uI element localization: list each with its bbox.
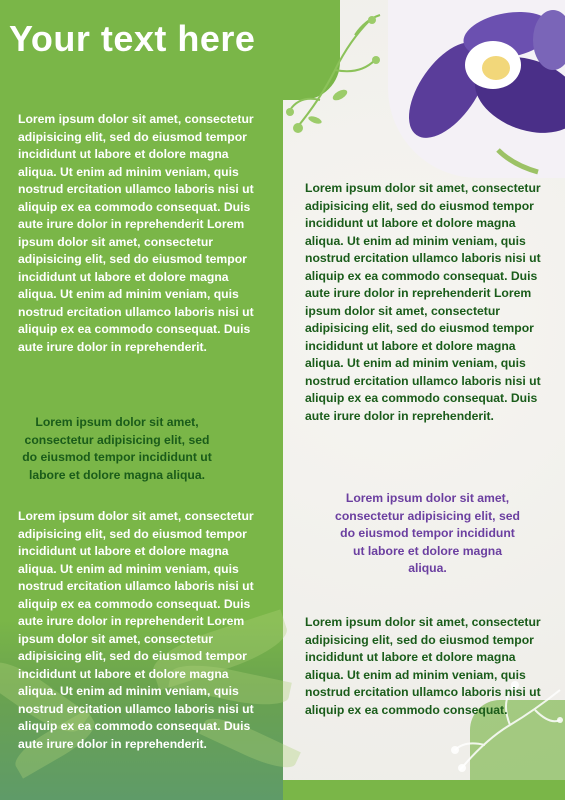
orchid-photo <box>388 0 565 178</box>
left-paragraph-2: Lorem ipsum dolor sit amet, consectetur adipisicing elit, sed do eiusmod tempor incididunt ut labore et dolore magna aliqua. Ut enim ad minim veniam, quis nostrud ercitation ullamco laboris nisi ut aliquip ex ea commodo consequat. Duis aute irure dolor in reprehenderit Lorem ipsum dolor sit amet, consectetur adipisicing elit, sed do eiusmod tempor incididunt ut labore et dolore magna aliqua. Ut enim ad minim veniam, quis nostrud ercitation ullamco laboris nisi ut aliquip ex ea commodo consequat. Duis aute irure dolor in reprehenderit. <box>18 509 254 751</box>
page-title: Your text here <box>9 18 256 59</box>
left-paragraph-1: Lorem ipsum dolor sit amet, consectetur adipisicing elit, sed do eiusmod tempor incididunt ut labore et dolore magna aliqua. Ut enim ad minim veniam, quis nostrud ercitation ullamco laboris nisi ut aliquip ex ea commodo consequat. Duis aute irure dolor in reprehenderit Lorem ipsum dolor sit amet, consectetur adipisicing elit, sed do eiusmod tempor incididunt ut labore et dolore magna aliqua. Ut enim ad minim veniam, quis nostrud ercitation ullamco laboris nisi ut aliquip ex ea commodo consequat. Duis aute irure dolor in reprehenderit. <box>18 112 254 354</box>
right-pull-quote: Lorem ipsum dolor sit amet, consectetur adipisicing elit, sed do eiusmod tempor incididunt ut labore et dolore magna aliqua. <box>335 491 520 575</box>
floral-ornament-top <box>280 0 390 140</box>
right-paragraph-1: Lorem ipsum dolor sit amet, consectetur adipisicing elit, sed do eiusmod tempor incididunt ut labore et dolore magna aliqua. Ut enim ad minim veniam, quis nostrud ercitation ullamco laboris nisi ut aliquip ex ea commodo consequat. Duis aute irure dolor in reprehenderit Lorem ipsum dolor sit amet, consectetur adipisicing elit, sed do eiusmod tempor incididunt ut labore et dolore magna aliqua. Ut enim ad minim veniam, quis nostrud ercitation ullamco laboris nisi ut aliquip ex ea commodo consequat. Duis aute irure dolor in reprehenderit. <box>305 181 541 423</box>
bottom-green-band <box>283 780 565 800</box>
left-pull-quote: Lorem ipsum dolor sit amet, consectetur adipisicing elit, sed do eiusmod tempor incididunt ut labore et dolore magna aliqua. <box>22 415 212 482</box>
right-paragraph-2: Lorem ipsum dolor sit amet, consectetur adipisicing elit, sed do eiusmod tempor incididunt ut labore et dolore magna aliqua. Ut enim ad minim veniam, quis nostrud ercitation ullamco laboris nisi ut aliquip ex ea commodo consequat. <box>305 615 541 717</box>
